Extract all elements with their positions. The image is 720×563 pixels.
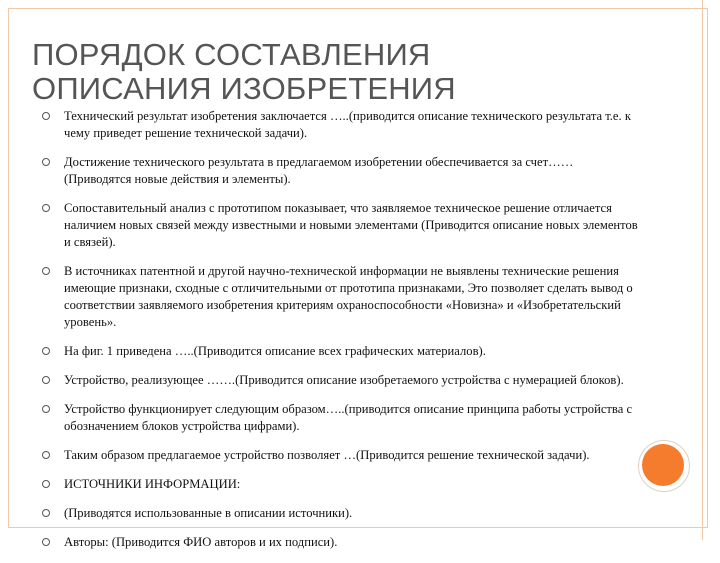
slide-title-line-2: ОПИСАНИЯ ИЗОБРЕТЕНИЯ (32, 71, 456, 106)
bullet-circle-icon (42, 347, 50, 355)
bullet-circle-icon (42, 112, 50, 120)
list-item (40, 154, 640, 188)
list-item-text: Достижение технического результата в предлагаемом изобретении обеспечивается за счет……(Приводятся новые действия и элементы). (64, 155, 574, 186)
slide-title-line-1: ПОРЯДОК СОСТАВЛЕНИЯ (32, 37, 431, 72)
slide-title (32, 38, 632, 106)
list-item-text: Сопоставительный анализ с прототипом показывает, что заявляемое техническое решение отличается наличием новых связей между известными и новыми элементами (Приводится описание новых элементов и связей). (64, 201, 638, 249)
bullet-circle-icon (42, 451, 50, 459)
list-item (40, 476, 640, 493)
list-item-text: На фиг. 1 приведена …..(Приводится описание всех графических материалов). (64, 344, 486, 358)
list-item-text: ИСТОЧНИКИ ИНФОРМАЦИИ: (64, 477, 241, 491)
list-item-text: Технический результат изобретения заключается …..(приводится описание технического результата т.е. к чему приведет решение технической задачи). (64, 109, 631, 140)
list-item (40, 200, 640, 251)
list-item (40, 401, 640, 435)
bullet-circle-icon (42, 158, 50, 166)
list-item (40, 263, 640, 331)
list-item (40, 108, 640, 142)
bullet-circle-icon (42, 267, 50, 275)
list-item-text: Устройство, реализующее …….(Приводится описание изобретаемого устройства с нумерацией блоков). (64, 373, 624, 387)
bullet-list (40, 108, 640, 563)
list-item (40, 534, 640, 551)
list-item (40, 372, 640, 389)
bullet-circle-icon (42, 376, 50, 384)
list-item-text: Устройство функционирует следующим образом…..(приводится описание принципа работы устройства с обозначением блоков устройства цифрами). (64, 402, 633, 433)
slide-frame-edge (702, 0, 703, 540)
list-item (40, 343, 640, 360)
bullet-circle-icon (42, 509, 50, 517)
list-item-text: Авторы: (Приводится ФИО авторов и их подписи). (64, 535, 338, 549)
list-item-text: Таким образом предлагаемое устройство позволяет …(Приводится решение технической задачи). (64, 448, 590, 462)
bullet-circle-icon (42, 538, 50, 546)
list-item (40, 505, 640, 522)
list-item-text: (Приводятся использованные в описании источники). (64, 506, 353, 520)
bullet-circle-icon (42, 204, 50, 212)
bullet-circle-icon (42, 405, 50, 413)
list-item (40, 447, 640, 464)
bullet-circle-icon (42, 480, 50, 488)
list-item-text: В источниках патентной и другой научно-технической информации не выявлены технические решения имеющие признаки, сходные с отличительными от прототипа признаками, Это позволяет сделать вывод о соответствии заявляемого изобретения критериям охраноспособности «Новизна» и «Изобретательский уровень». (64, 264, 633, 329)
decorative-orange-circle (642, 444, 684, 486)
